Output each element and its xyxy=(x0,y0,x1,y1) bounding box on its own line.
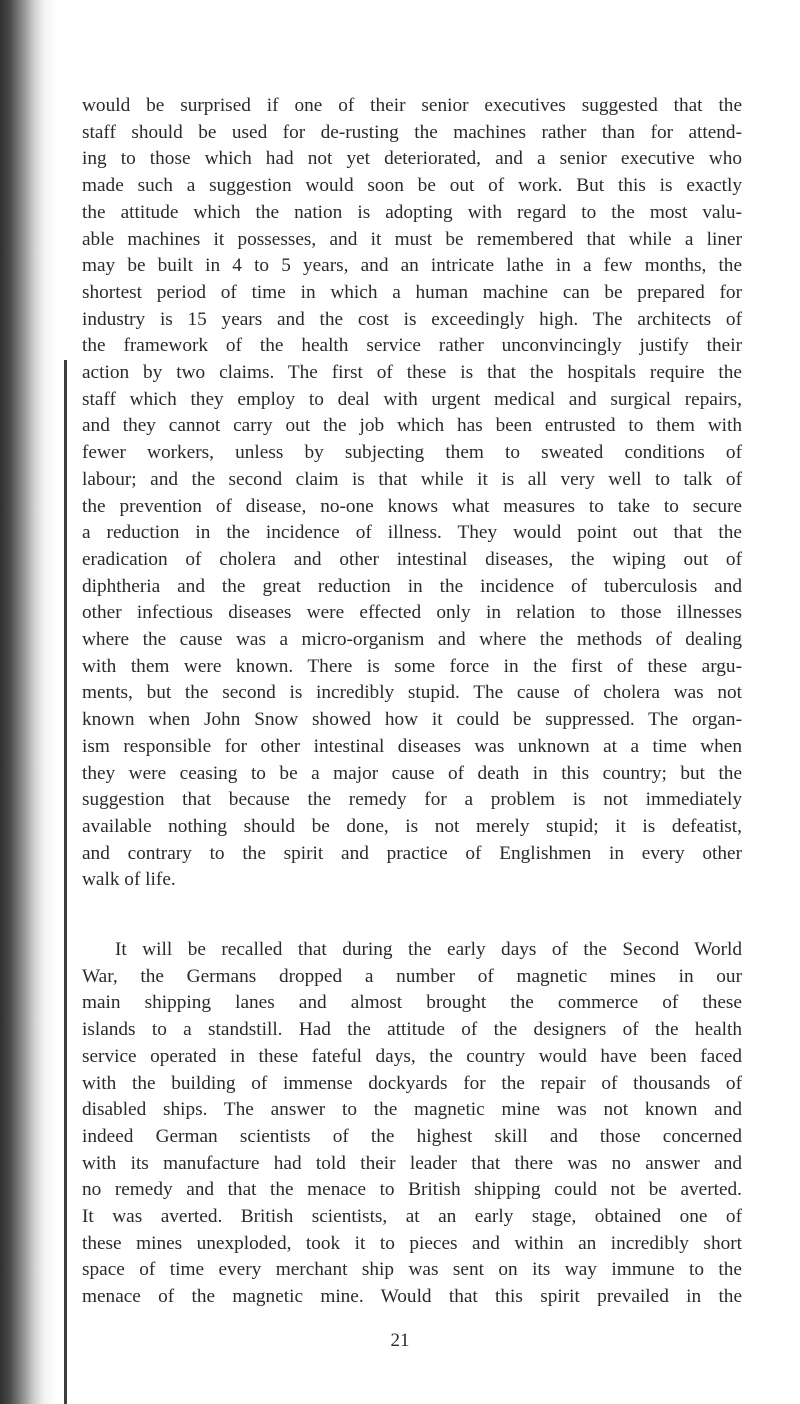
text-line: main shipping lanes and almost brought the commerce of these xyxy=(82,992,742,1014)
text-line: labour; and the second claim is that while it is all very well to talk of xyxy=(82,468,742,490)
text-line: eradication of cholera and other intestinal diseases, the wiping out of xyxy=(82,548,742,570)
text-line: the framework of the health service rather unconvincingly justify their xyxy=(82,335,742,357)
text-line: staff which they employ to deal with urgent medical and surgical repairs, xyxy=(82,388,742,410)
text-line: ing to those which had not yet deteriorated, and a senior executive who xyxy=(82,148,742,170)
text-line: It was averted. British scientists, at an early stage, obtained one of xyxy=(82,1206,742,1228)
text-line: they were ceasing to be a major cause of death in this country; but the xyxy=(82,762,742,784)
text-line: ism responsible for other intestinal diseases was unknown at a time when xyxy=(82,735,742,757)
text-line: disabled ships. The answer to the magnetic mine was not known and xyxy=(82,1099,742,1121)
text-line: walk of life. xyxy=(82,869,176,891)
text-line: It will be recalled that during the early days of the Second World xyxy=(115,939,742,960)
binding-shadow-line xyxy=(64,360,67,1404)
text-line: and they cannot carry out the job which has been entrusted to them with xyxy=(82,415,742,437)
text-line: these mines unexploded, took it to pieces and within an incredibly short xyxy=(82,1232,742,1254)
text-line: with its manufacture had told their leader that there was no answer and xyxy=(82,1152,742,1174)
text-line: staff should be used for de-rusting the machines rather than for attend- xyxy=(82,121,742,143)
text-line: available nothing should be done, is not merely stupid; it is defeatist, xyxy=(82,815,742,837)
text-line: War, the Germans dropped a number of magnetic mines in our xyxy=(82,965,742,987)
paragraph-1 xyxy=(82,93,742,894)
text-line: with the building of immense dockyards for the repair of thousands of xyxy=(82,1072,742,1094)
text-line: islands to a standstill. Had the attitude of the designers of the health xyxy=(82,1019,742,1041)
text-line: where the cause was a micro-organism and where the methods of dealing xyxy=(82,629,742,651)
binding-gutter xyxy=(0,0,58,1404)
text-line: made such a suggestion would soon be out of work. But this is exactly xyxy=(82,175,742,197)
text-line: known when John Snow showed how it could be suppressed. The organ- xyxy=(82,709,742,731)
text-line: able machines it possesses, and it must be remembered that while a liner xyxy=(82,228,742,250)
paragraph-2 xyxy=(82,937,742,1311)
text-line: indeed German scientists of the highest skill and those concerned xyxy=(82,1125,742,1147)
page-number: 21 xyxy=(390,1330,410,1351)
text-line: diphtheria and the great reduction in the incidence of tuberculosis and xyxy=(82,575,742,597)
text-line: no remedy and that the menace to British shipping could not be averted. xyxy=(82,1179,742,1201)
text-line: industry is 15 years and the cost is exceedingly high. The architects of xyxy=(82,308,742,330)
text-line: suggestion that because the remedy for a problem is not immediately xyxy=(82,789,742,811)
text-line: with them were known. There is some force in the first of these argu- xyxy=(82,655,742,677)
text-line: shortest period of time in which a human machine can be prepared for xyxy=(82,281,742,303)
text-line: may be built in 4 to 5 years, and an intricate lathe in a few months, the xyxy=(82,255,742,277)
text-line: space of time every merchant ship was sent on its way immune to the xyxy=(82,1259,742,1281)
text-line: fewer workers, unless by subjecting them to sweated conditions of xyxy=(82,442,742,464)
text-line: service operated in these fateful days, the country would have been faced xyxy=(82,1045,742,1067)
text-line: other infectious diseases were effected only in relation to those illnesses xyxy=(82,602,742,624)
text-line: action by two claims. The first of these is that the hospitals require the xyxy=(82,362,742,384)
text-line: the prevention of disease, no-one knows what measures to take to secure xyxy=(82,495,742,517)
text-line: a reduction in the incidence of illness. They would point out that the xyxy=(82,522,742,544)
text-line: menace of the magnetic mine. Would that this spirit prevailed in the xyxy=(82,1286,742,1308)
text-line: would be surprised if one of their senior executives suggested that the xyxy=(82,95,742,116)
text-line: and contrary to the spirit and practice of Englishmen in every other xyxy=(82,842,742,864)
text-line: the attitude which the nation is adopting with regard to the most valu- xyxy=(82,201,742,223)
text-line: ments, but the second is incredibly stupid. The cause of cholera was not xyxy=(82,682,742,704)
